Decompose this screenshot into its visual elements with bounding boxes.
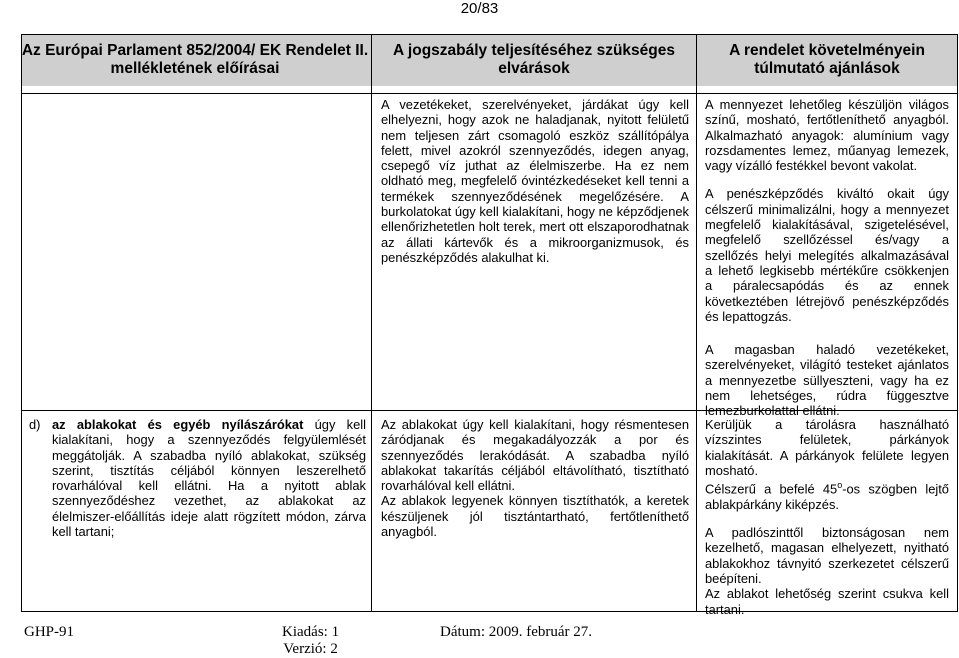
page-number: 20/83 xyxy=(460,0,499,17)
row2-col3-p3: Az ablakot lehetőség szerint csukva kell tartani. xyxy=(705,586,949,617)
header-col3: A rendelet követelményein túlmutató ajánlások xyxy=(729,42,925,77)
row1-col3-cell xyxy=(705,97,949,419)
row2-col2-p1: Az ablakokat úgy kell kialakítani, hogy résmentesen záródjanak és megakadályozzák a por és szennyeződés lerakódását. A szabadba nyíló ablakokat takarítás céljából eltávolítható, tisztítható rovarhálóval kell ellátni. xyxy=(381,417,689,494)
header-col2: A jogszabály teljesítéséhez szükséges elvárások xyxy=(393,42,675,77)
footer-edition: Kiadás: 1 xyxy=(282,624,340,640)
row1-col3-p2: A penészképződés kiváltó okait úgy célszerű minimalizálni, hogy a mennyezet megfelelő kialakításával, szigetelésével, megfelelő szellőzéssel és/vagy a szellőzés helyi melegítés alkalmazásával a lehető legkisebb mértékűre csökkenjen a páralecsapódás és az ennek következtében létrejövő penészképződés és lepattogzás. xyxy=(705,186,949,324)
row1-col2-cell xyxy=(381,97,689,265)
row2-col3-p1b-post: -os szögben lejtő ablakpárkány kiképzés. xyxy=(705,481,949,512)
footer-code: GHP-91 xyxy=(24,624,75,640)
row1-col3-p1: A mennyezet lehetőleg készüljön világos színű, mosható, fertőtleníthető anyagból. Alkalmazható anyagok: alumínium vagy rozsdamentes lemez, műanyag lemezek, vagy vízálló festékkel bevont vakolat. xyxy=(705,97,949,174)
row2-col3-p1: Kerüljük a tárolásra használható vízszintes felületek, párkányok kialakítását. A párkányok felülete legyen mosható. xyxy=(705,417,949,478)
table-border-right xyxy=(957,34,958,612)
table-divider-2 xyxy=(696,34,697,612)
row2-col1-bold: az ablakokat és egyéb nyílászárókat xyxy=(52,417,304,432)
table-border-top xyxy=(21,34,958,35)
row2-col2-cell xyxy=(381,417,689,539)
row1-col2-text: A vezetékeket, szerelvényeket, járdákat úgy kell elhelyezni, hogy azok ne haladjanak, nyitott felületű nem teljesen zárt csomagoló eszköz szállítópálya felett, mivel azokról szennyeződés, idegen anyag, csepegő víz juthat az élelmiszerbe. Ha ez nem oldható meg, megfelelő óvintézkedéseket kell tenni a termékek szennyeződésének megelőzésére. A burkolatokat úgy kell kialakítani, hogy ne képződjenek ellenőrizhetetlen holt terek, mert ott elszaporodhatnak az állati kártevők és a mikroorganizmusok, és penészképződés alakulhat ki. xyxy=(381,97,689,265)
row1-col3-p3: A magasban haladó vezetékeket, szerelvényeket, világító testeket ajánlatos a mennyezetbe süllyeszteni, vagy ha ez nem lehetséges, rúdra függesztve lemezburkolattal ellátni. xyxy=(705,342,949,419)
footer-date: Dátum: 2009. február 27. xyxy=(440,624,593,640)
row2-col3-p1b xyxy=(705,478,949,512)
row2-col3-p1b-pre: Célszerű a befelé 45 xyxy=(705,481,838,497)
footer-edition-block xyxy=(282,624,339,658)
row2-col2-p2: Az ablakok legyenek könnyen tisztíthatók, a keretek készüljenek jól tisztántartható, fertőtleníthető anyagból. xyxy=(381,493,689,540)
row2-col3-p2: A padlószinttől biztonságosan nem kezelhető, magasan elhelyezett, nyitható ablakokhoz távnyitó szerkezetet célszerű beépíteni. xyxy=(705,525,949,586)
header-col1: Az Európai Parlament 852/2004/ EK Rendelet II. mellékletének előírásai xyxy=(21,42,369,77)
table-divider-1 xyxy=(371,34,372,612)
row2-col1-rest: úgy kell kialakítani, hogy a szennyeződés felgyülemlését meggátolják. A szabadba nyíló ablakokat, szükség szerint, tisztítás céljából könnyen leszerelhető rovarhálóval kell ellátni. Ha a nyitott ablak szennyeződéshez vezethet, az ablakokat az élelmiszer-előállítás ideje alatt rögzített módon, zárva kell tartani; xyxy=(52,417,367,540)
footer-version: Verzió: 2 xyxy=(283,641,338,657)
row2-col3-cell xyxy=(705,417,949,617)
row2-label: d) xyxy=(29,417,41,432)
degree-sup: o xyxy=(837,480,843,491)
table-border-left xyxy=(21,34,22,612)
header-bottom-line xyxy=(21,93,958,94)
row2-col1-cell xyxy=(52,417,366,539)
